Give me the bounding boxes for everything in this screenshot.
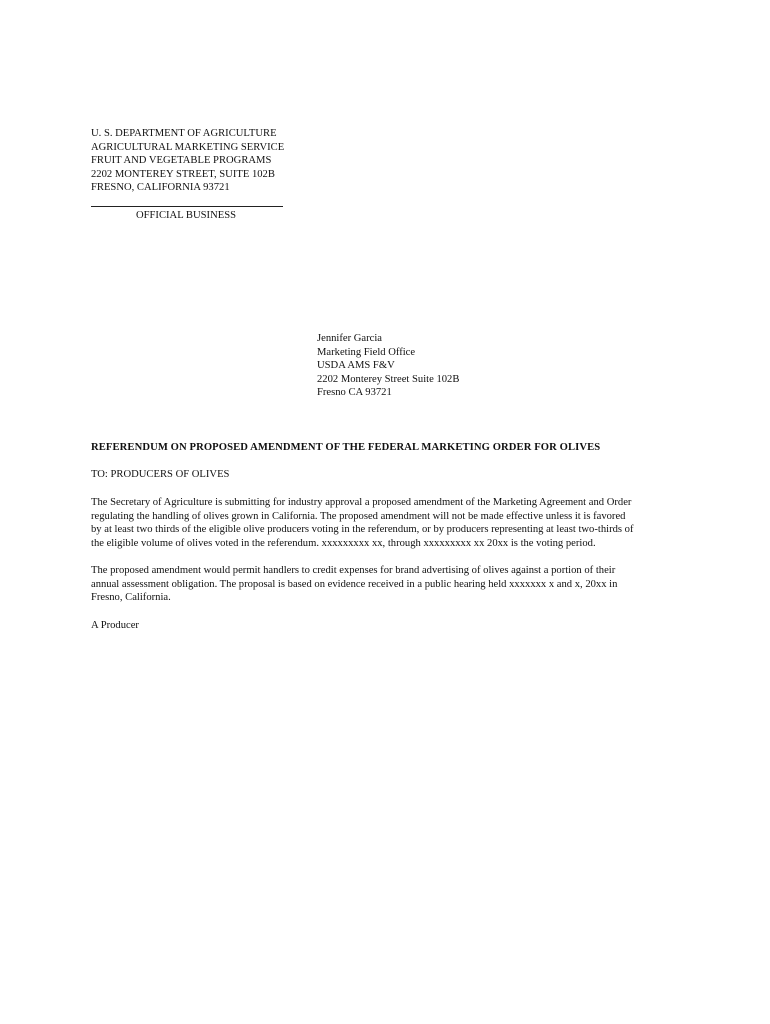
paragraph-line: The proposed amendment would permit handlers to credit expenses for brand advertising of olives against a portion of their <box>91 565 616 576</box>
paragraph-line: The Secretary of Agriculture is submitting for industry approval a proposed amendment of the Marketing Agreement and Order <box>91 497 632 508</box>
body-paragraph-1 <box>91 496 634 550</box>
paragraph-line: the eligible volume of olives voted in the referendum. xxxxxxxxx xx, through xxxxxxxxx xx 20xx is the voting period. <box>91 537 596 549</box>
paragraph-line: by at least two thirds of the eligible olive producers voting in the referendum, or by producers representing at least two-thirds of <box>91 524 634 536</box>
paragraph-line: regulating the handling of olives grown in California. The proposed amendment will not be made effective unless it is favored <box>91 510 626 522</box>
paragraph-line: Fresno, California. <box>91 592 171 604</box>
sender-address <box>91 127 284 195</box>
recipient-line: Marketing Field Office <box>317 346 416 358</box>
to-line: TO: PRODUCERS OF OLIVES <box>91 469 230 480</box>
recipient-line: USDA AMS F&V <box>317 360 395 372</box>
divider-line <box>91 206 283 207</box>
recipient-line: Fresno CA 93721 <box>317 387 392 399</box>
sender-line: AGRICULTURAL MARKETING SERVICE <box>91 141 285 153</box>
body-paragraph-2 <box>91 564 617 605</box>
paragraph-line: annual assessment obligation. The proposal is based on evidence received in a public hearing held xxxxxxx x and x, 20xx in <box>91 578 618 590</box>
sender-line: FRESNO, CALIFORNIA 93721 <box>91 182 230 194</box>
sender-line: 2202 MONTEREY STREET, SUITE 102B <box>91 168 275 180</box>
sender-line: U. S. DEPARTMENT OF AGRICULTURE <box>91 128 277 139</box>
subject-heading: REFERENDUM ON PROPOSED AMENDMENT OF THE FEDERAL MARKETING ORDER FOR OLIVES <box>91 442 601 453</box>
sender-line: FRUIT AND VEGETABLE PROGRAMS <box>91 155 272 167</box>
recipient-line: 2202 Monterey Street Suite 102B <box>317 373 460 385</box>
official-business-label: OFFICIAL BUSINESS <box>136 210 236 221</box>
closing-signature: A Producer <box>91 620 139 631</box>
recipient-address <box>317 332 459 400</box>
recipient-line: Jennifer Garcia <box>317 333 382 344</box>
